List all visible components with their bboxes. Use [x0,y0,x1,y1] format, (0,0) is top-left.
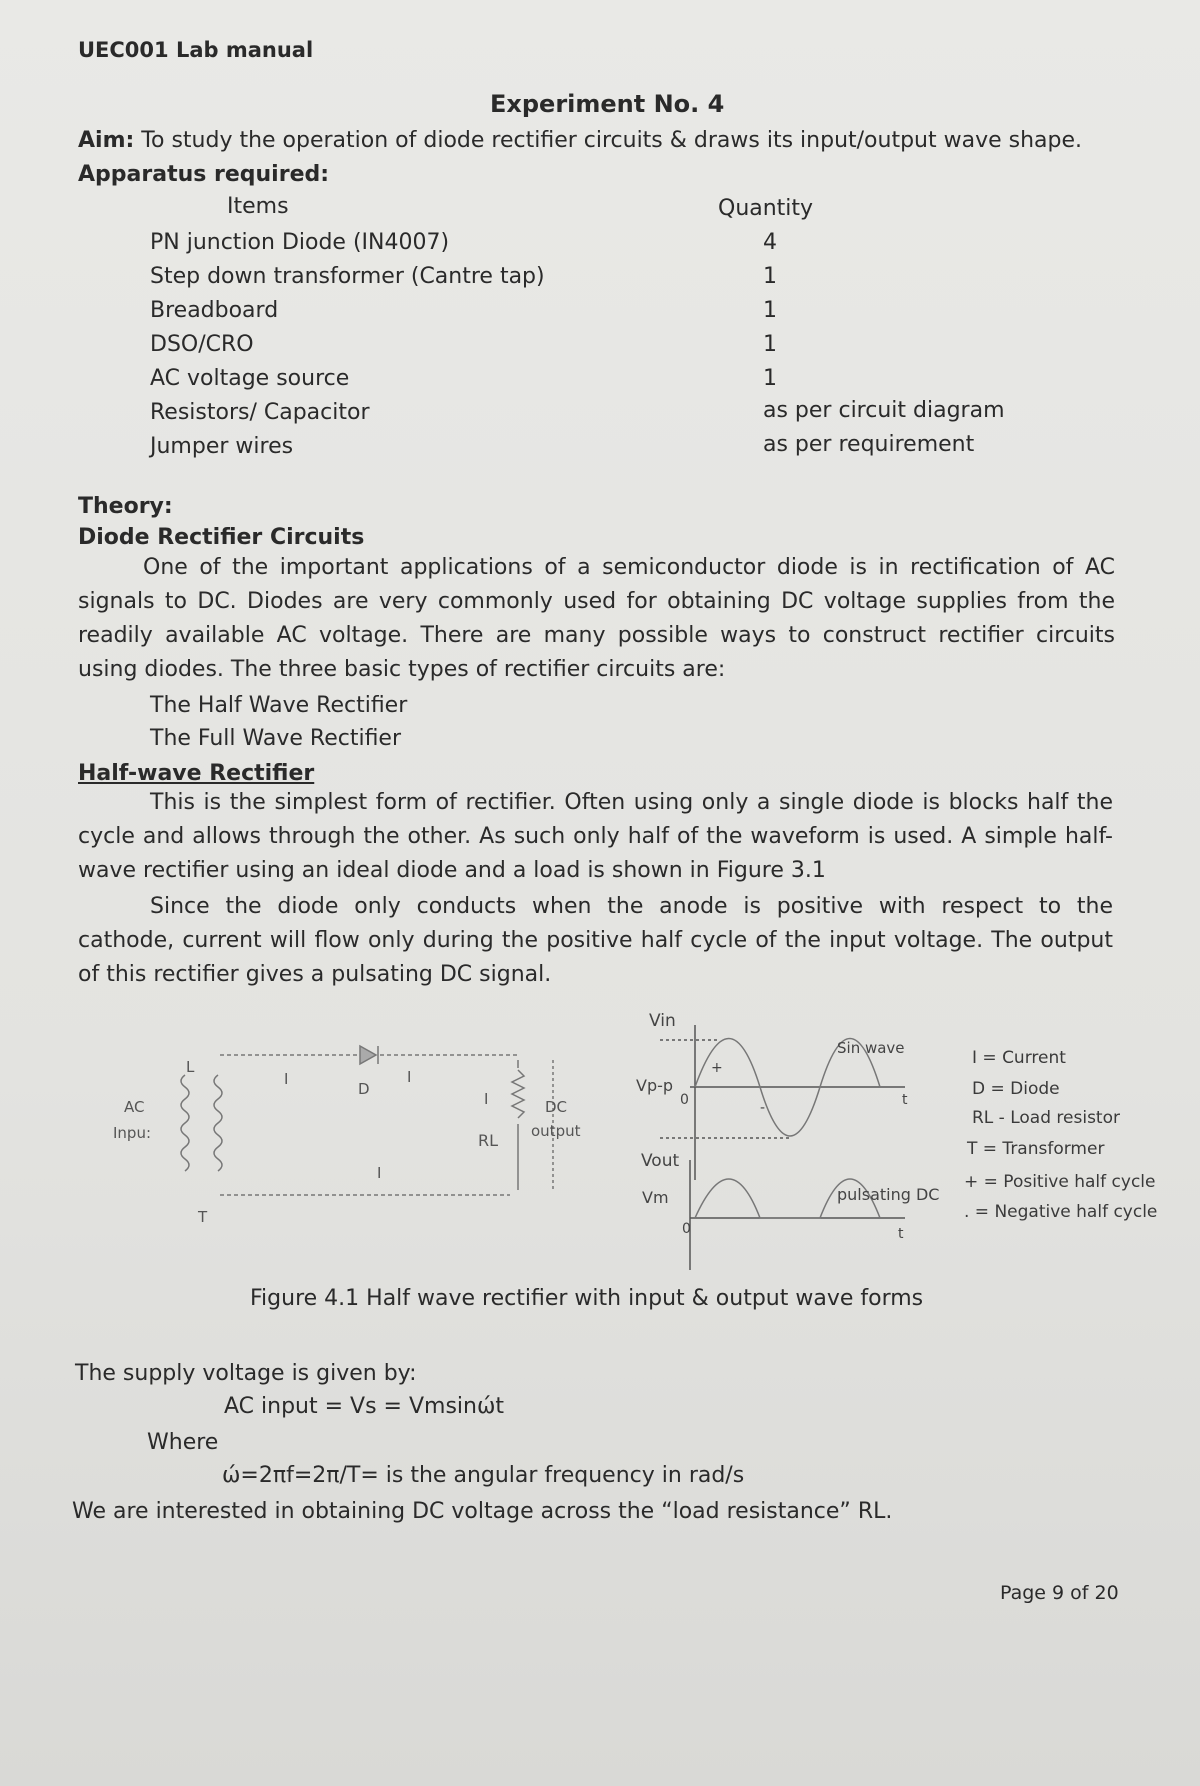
paragraph-line: of this rectifier gives a pulsating DC signal. [78,962,552,987]
label-plus: + [711,1060,723,1076]
transformer-secondary-coil [214,1075,222,1171]
supply-intro: The supply voltage is given by: [75,1361,417,1386]
item-name: Resistors/ Capacitor [150,400,370,425]
col-quantity-header: Quantity [718,196,814,221]
label-dc: DC [545,1098,568,1116]
item-qty: 1 [763,264,777,289]
legend-item: D = Diode [972,1079,1060,1099]
label-vout: Vout [641,1151,680,1171]
label-vpp: Vp-p [636,1076,674,1095]
paragraph-line: Since the diode only conducts when the anode is positive with respect to the [150,894,1113,919]
label-zero-top: 0 [680,1092,689,1108]
paragraph-line: wave rectifier using an ideal diode and a load is shown in Figure 3.1 [78,858,826,883]
label-pulsating-dc: pulsating DC [837,1185,940,1204]
experiment-title: Experiment No. 4 [490,90,725,118]
label-d: D [358,1080,370,1098]
legend-item: + = Positive half cycle [964,1172,1156,1192]
item-name: Breadboard [150,298,279,323]
omega-definition: ώ=2πf=2π/T= is the angular frequency in rad/s [222,1463,745,1488]
theory-heading: Theory: [78,494,173,519]
paragraph-line: cathode, current will flow only during the positive half cycle of the input voltage. The output [78,928,1113,953]
apparatus-heading: Apparatus required: [78,162,330,187]
label-i: I [407,1068,412,1086]
item-name: Jumper wires [150,434,294,459]
label-output: output [531,1122,581,1140]
label-t-top: t [902,1092,908,1108]
item-name: AC voltage source [150,366,350,391]
item-qty: 1 [763,298,777,323]
figure-legend [964,1048,1157,1222]
label-t-bottom: t [898,1226,904,1242]
label-ac: AC [124,1098,145,1116]
legend-item: . = Negative half cycle [964,1202,1158,1222]
label-l: L [186,1058,195,1076]
label-t: T [198,1208,208,1226]
item-qty: 4 [763,230,777,255]
label-rl: RL [478,1131,499,1150]
item-qty: as per requirement [763,432,975,457]
circuit-diagram [181,1046,553,1195]
paragraph-line: readily available AC voltage. There are many possible ways to construct rectifier circuits [78,623,1115,648]
item-qty: as per circuit diagram [763,398,1005,423]
paragraph-line: using diodes. The three basic types of rectifier circuits are: [78,657,726,682]
label-zero-bottom: 0 [682,1221,691,1237]
label-vin: Vin [649,1011,676,1031]
load-resistor-symbol [512,1070,524,1118]
label-minus: - [760,1100,766,1116]
diode-rectifier-heading: Diode Rectifier Circuits [78,525,365,550]
paragraph-line: signals to DC. Diodes are very commonly used for obtaining DC voltage supplies from the [78,589,1115,614]
diode-symbol [360,1046,376,1064]
aim-label: Aim: [78,128,135,153]
halfwave-heading: Half-wave Rectifier [78,761,315,786]
figure-caption: Figure 4.1 Half wave rectifier with input & output wave forms [250,1286,924,1311]
transformer-primary-coil [181,1075,189,1171]
where-text: Where [147,1430,219,1455]
item-name: PN junction Diode (IN4007) [150,230,450,255]
rectifier-type-item: The Full Wave Rectifier [150,726,402,751]
page-number: Page 9 of 20 [1000,1582,1119,1604]
col-items-header: Items [227,194,289,219]
rectifier-type-item: The Half Wave Rectifier [150,693,408,718]
label-vm: Vm [642,1188,669,1207]
label-i: I [284,1070,289,1088]
legend-item: T = Transformer [967,1139,1105,1159]
label-sin-wave: Sin wave [837,1039,905,1057]
item-qty: 1 [763,366,777,391]
item-qty: 1 [763,332,777,357]
item-name: DSO/CRO [150,332,254,357]
label-i: I [377,1164,382,1182]
header-text: UEC001 Lab manual [78,38,314,62]
supply-equation: AC input = Vs = Vmsinώt [224,1394,505,1419]
paragraph-line: One of the important applications of a semiconductor diode is in rectification of AC [143,555,1115,580]
output-waveform-graph [690,1160,905,1270]
paragraph-line: cycle and allows through the other. As such only half of the waveform is used. A simple half- [78,824,1113,849]
paragraph-line: This is the simplest form of rectifier. Often using only a single diode is blocks half the [150,790,1113,815]
item-name: Step down transformer (Cantre tap) [150,264,545,289]
legend-item: RL - Load resistor [972,1108,1120,1128]
label-input: Inpu: [113,1124,152,1142]
label-i: I [484,1090,489,1108]
aim-text: To study the operation of diode rectifier circuits & draws its input/output wave shape. [134,128,1083,153]
legend-item: I = Current [972,1048,1066,1068]
interest-text: We are interested in obtaining DC voltage across the “load resistance” RL. [72,1499,893,1524]
